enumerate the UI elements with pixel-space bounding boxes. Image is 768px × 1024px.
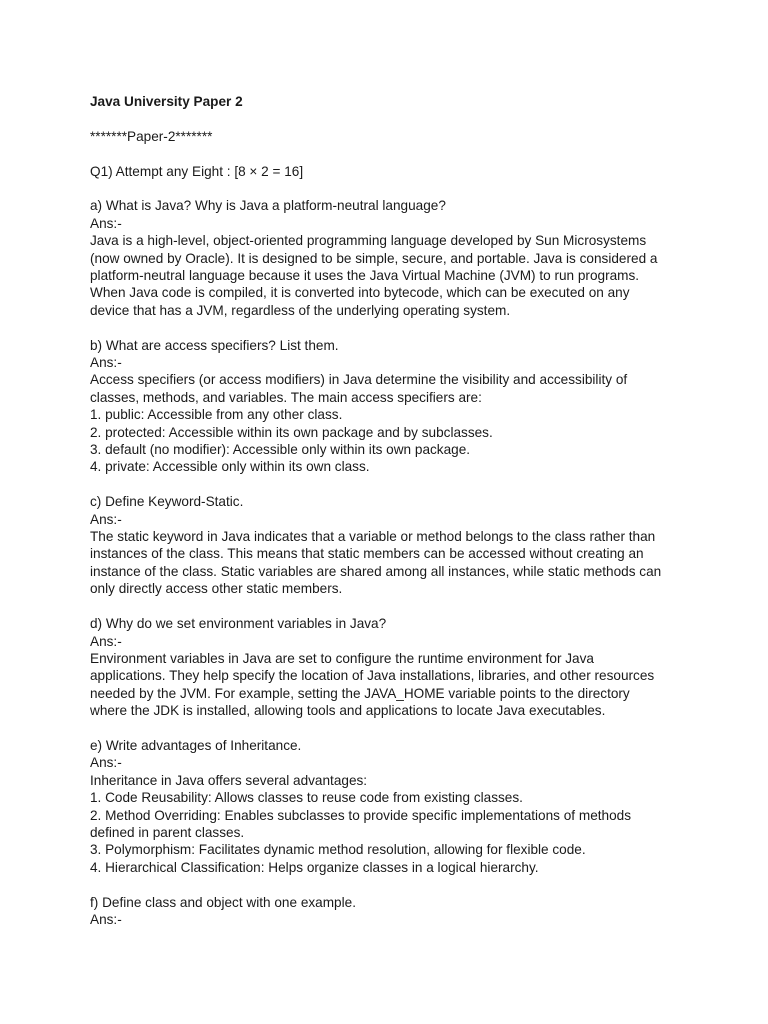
answer-line: 4. private: Accessible only within its own class. <box>90 459 370 475</box>
answer-line: applications. They help specify the location of Java installations, libraries, and other resources <box>90 668 655 684</box>
answer-line: defined in parent classes. <box>90 824 245 840</box>
answer-line: 2. Method Overriding: Enables subclasses to provide specific implementations of methods <box>90 807 632 823</box>
paper-label: *******Paper-2******* <box>90 128 213 144</box>
question-text: a) What is Java? Why is Java a platform-neutral language? <box>90 198 446 214</box>
answer-label: Ans:- <box>90 633 122 649</box>
spacer <box>90 319 688 336</box>
spacer <box>90 180 688 197</box>
spacer <box>90 720 688 737</box>
answer-line: Java is a high-level, object-oriented programming language developed by Sun Microsystems <box>90 233 647 249</box>
question-text: f) Define class and object with one example. <box>90 894 356 910</box>
answer-line: 1. public: Accessible from any other class. <box>90 407 343 423</box>
answer-line: 2. protected: Accessible within its own package and by subclasses. <box>90 424 493 440</box>
answer-line: Inheritance in Java offers several advantages: <box>90 772 368 788</box>
question-block <box>90 615 688 719</box>
answer-line: Environment variables in Java are set to configure the runtime environment for Java <box>90 650 594 666</box>
question-block <box>90 894 688 929</box>
answer-line: When Java code is compiled, it is converted into bytecode, which can be executed on any <box>90 285 630 301</box>
spacer <box>90 145 688 162</box>
question-block <box>90 337 688 476</box>
document-title: Java University Paper 2 <box>90 94 243 109</box>
question-text: e) Write advantages of Inheritance. <box>90 737 302 753</box>
spacer <box>90 476 688 493</box>
answer-line: device that has a JVM, regardless of the underlying operating system. <box>90 302 511 318</box>
instruction-text: Q1) Attempt any Eight : [8 × 2 = 16] <box>90 163 304 179</box>
questions-list <box>90 197 688 928</box>
answer-line: (now owned by Oracle). It is designed to be simple, secure, and portable. Java is considered a <box>90 250 658 266</box>
answer-line: 3. Polymorphism: Facilitates dynamic method resolution, allowing for flexible code. <box>90 842 586 858</box>
answer-label: Ans:- <box>90 911 122 927</box>
answer-label: Ans:- <box>90 755 122 771</box>
spacer <box>90 876 688 893</box>
answer-label: Ans:- <box>90 511 122 527</box>
answer-label: Ans:- <box>90 355 122 371</box>
answer-line: The static keyword in Java indicates that a variable or method belongs to the class rather than <box>90 529 656 545</box>
answer-line: needed by the JVM. For example, setting the JAVA_HOME variable points to the directory <box>90 685 630 701</box>
answer-label: Ans:- <box>90 215 122 231</box>
question-text: d) Why do we set environment variables in Java? <box>90 616 387 632</box>
answer-line: where the JDK is installed, allowing tools and applications to locate Java executables. <box>90 703 606 719</box>
answer-line: 3. default (no modifier): Accessible only within its own package. <box>90 442 471 458</box>
answer-line: platform-neutral language because it uses the Java Virtual Machine (JVM) to run programs. <box>90 268 640 284</box>
spacer <box>90 110 688 127</box>
answer-line: Access specifiers (or access modifiers) in Java determine the visibility and accessibility of <box>90 372 628 388</box>
answer-line: only directly access other static members. <box>90 581 343 597</box>
question-block <box>90 737 688 876</box>
answer-line: 4. Hierarchical Classification: Helps organize classes in a logical hierarchy. <box>90 859 539 875</box>
question-block <box>90 493 688 597</box>
question-text: c) Define Keyword-Static. <box>90 494 244 510</box>
question-block <box>90 197 688 319</box>
question-text: b) What are access specifiers? List them. <box>90 337 339 353</box>
spacer <box>90 598 688 615</box>
answer-line: instances of the class. This means that static members can be accessed without creating an <box>90 546 644 562</box>
answer-line: 1. Code Reusability: Allows classes to reuse code from existing classes. <box>90 790 523 806</box>
answer-line: instance of the class. Static variables are shared among all instances, while static methods can <box>90 563 662 579</box>
answer-line: classes, methods, and variables. The main access specifiers are: <box>90 389 482 405</box>
